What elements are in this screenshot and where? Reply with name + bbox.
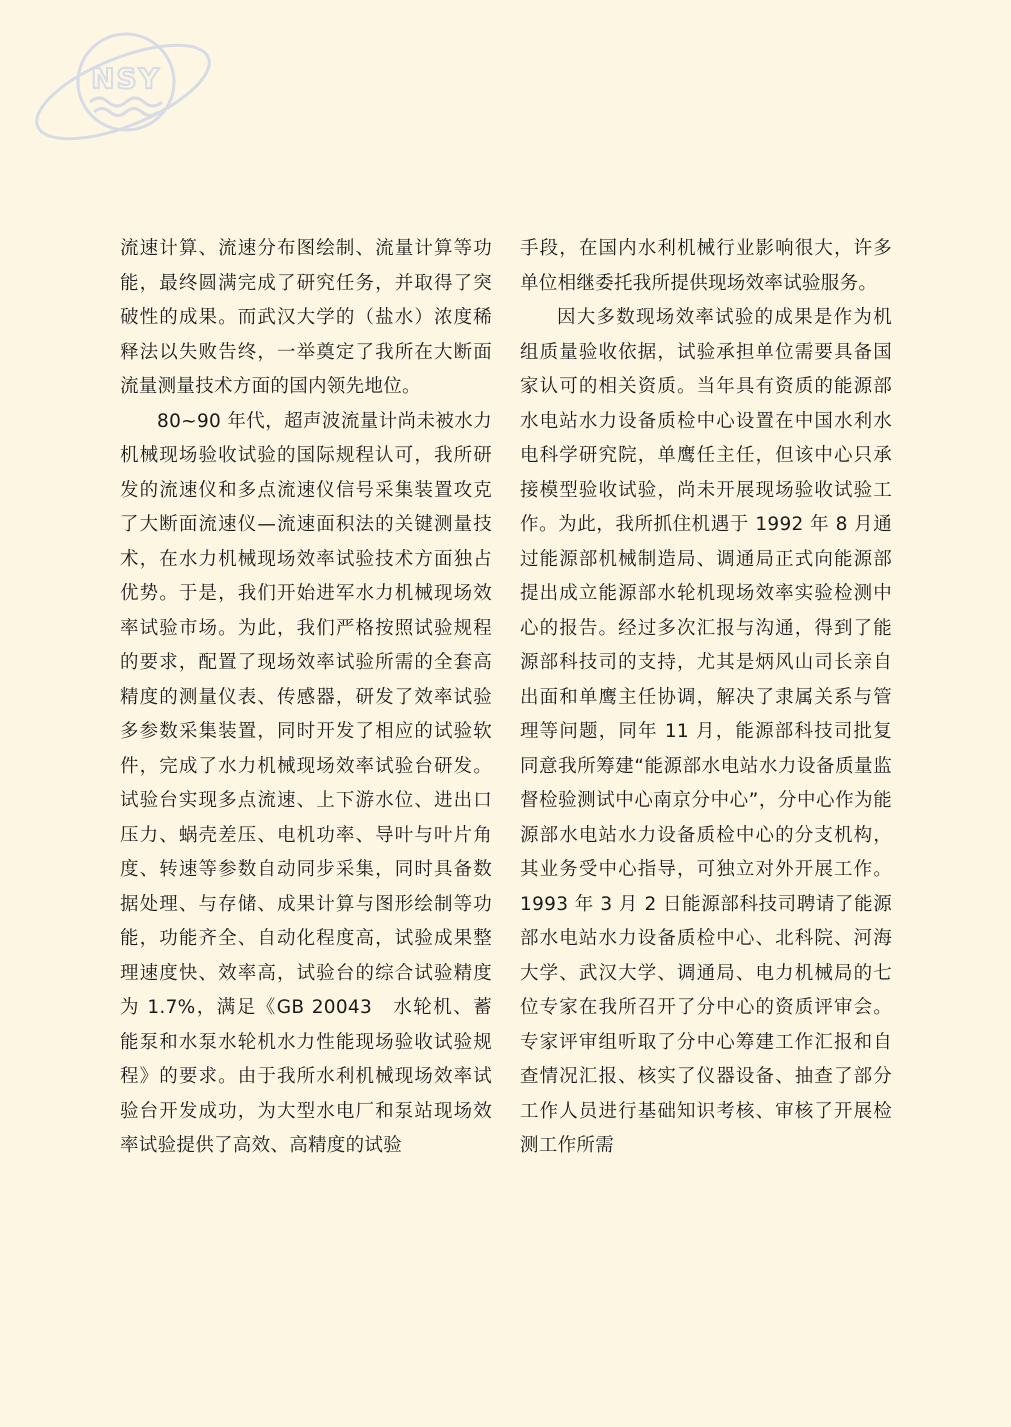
paragraph: 因大多数现场效率试验的成果是作为机组质量验收依据，试验承担单位需要具备国家认可的相关资质。当年具有资质的能源部水电站水力设备质检中心设置在中国水利水电科学研究院，单鹰任主任，但该中心只承接模型验收试验，尚未开展现场验收试验工作。为此，我所抓住机遇于 1992 年 8 月通过能源部机械制造局、调通局正式向能源部提出成立能源部水轮机现场效率实验检测中心的报告。经过多次汇报与沟通，得到了能源部科技司的支持，尤其是炳风山司长亲自出面和单鹰主任协调，解决了隶属关系与管理等问题，同年 11 月，能源部科技司批复同意我所筹建“能源部水电站水力设备质量监督检验测试中心南京分中心”，分中心作为能源部水电站水力设备质检中心的分支机构，其业务受中心指导，可独立对外开展工作。1993 年 3 月 2 日能源部科技司聘请了能源部水电站水力设备质检中心、北科院、河海大学、武汉大学、调通局、电力机械局的七位专家在我所召开了分中心的资质评审会。专家评审组听取了分中心筹建工作汇报和自查情况汇报、核实了仪器设备、抽查了部分工作人员进行基础知识考核、审核了开展检测工作所需 bbox=[520, 307, 892, 1156]
left-column bbox=[120, 232, 492, 1164]
institute-logo bbox=[28, 20, 228, 150]
paragraph: 手段，在国内水利机械行业影响很大，许多单位相继委托我所提供现场效率试验服务。 bbox=[520, 238, 892, 294]
paragraph: 流速计算、流速分布图绘制、流量计算等功能，最终圆满完成了研究任务，并取得了突破性的成果。而武汉大学的（盐水）浓度稀释法以失败告终，一举奠定了我所在大断面流量测量技术方面的国内领先地位。 bbox=[120, 238, 492, 397]
logo-text: NSY bbox=[91, 62, 161, 95]
right-column bbox=[520, 232, 892, 1164]
paragraph: 80~90 年代，超声波流量计尚未被水力机械现场验收试验的国际规程认可，我所研发的流速仪和多点流速仪信号采集装置攻克了大断面流速仪—流速面积法的关键测量技术，在水力机械现场效率试验技术方面独占优势。于是，我们开始进军水力机械现场效率试验市场。为此，我们严格按照试验规程的要求，配置了现场效率试验所需的全套高精度的测量仪表、传感器，研发了效率试验多参数采集装置，同时开发了相应的试验软件，完成了水力机械现场效率试验台研发。试验台实现多点流速、上下游水位、进出口压力、蜗壳差压、电机功率、导叶与叶片角度、转速等参数自动同步采集，同时具备数据处理、与存储、成果计算与图形绘制等功能，功能齐全、自动化程度高，试验成果整理速度快、效率高，试验台的综合试验精度为 1.7%，满足《GB 20043 水轮机、蓄能泵和水泵水轮机水力性能现场验收试验规程》的要求。由于我所水利机械现场效率试验台开发成功，为大型水电厂和泵站现场效率试验提供了高效、高精度的试验 bbox=[120, 410, 492, 1156]
